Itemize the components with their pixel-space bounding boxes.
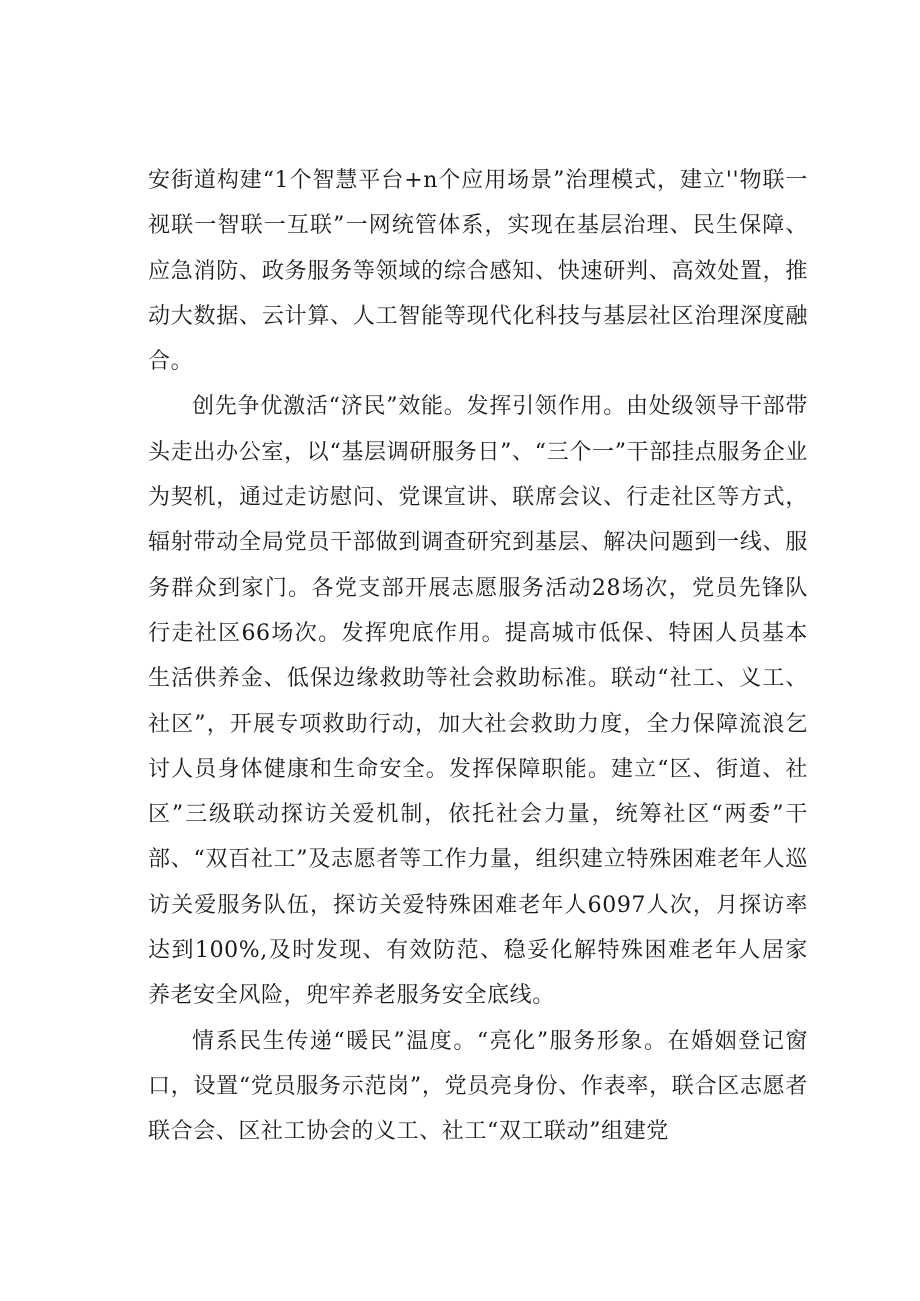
- document-body: [148, 158, 808, 1155]
- paragraph-smart-governance: 安街道构建“1个智慧平台+n个应用场景”治理模式，建立''物联一视联一智联一互联”一网统管体系，实现在基层治理、民生保障、应急消防、政务服务等领域的综合感知、快速研判、高效处置，推动大数据、云计算、人工智能等现代化科技与基层社区治理深度融合。: [148, 168, 808, 375]
- paragraph-nuanmin-warmth: 情系民生传递“暖民”温度。“亮化”服务形象。在婚姻登记窗口，设置“党员服务示范岗”，党员亮身份、作表率，联合区志愿者联合会、区社工协会的义工、社工“双工联动”组建党: [148, 1028, 808, 1145]
- paragraph-jimin-efficiency: 创先争优激活“济民”效能。发挥引领作用。由处级领导干部带头走出办公室，以“基层调研服务日”、“三个一”干部挂点服务企业为契机，通过走访慰问、党课宣讲、联席会议、行走社区等方式，辐射带动全局党员干部做到调查研究到基层、解决问题到一线、服务群众到家门。各党支部开展志愿服务活动28场次，党员先锋队行走社区66场次。发挥兜底作用。提高城市低保、特困人员基本生活供养金、低保边缘救助等社会救助标准。联动“社工、义工、社区”，开展专项救助行动，加大社会救助力度，全力保障流浪乞讨人员身体健康和生命安全。发挥保障职能。建立“区、街道、社区”三级联动探访关爱机制，依托社会力量，统筹社区“两委”干部、“双百社工”及志愿者等工作力量，组织建立特殊困难老年人巡访关爱服务队伍，探访关爱特殊困难老年人6097人次，月探访率达到100%,及时发现、有效防范、稳妥化解特殊困难老年人居家养老安全风险，兜牢养老服务安全底线。: [148, 394, 808, 1009]
